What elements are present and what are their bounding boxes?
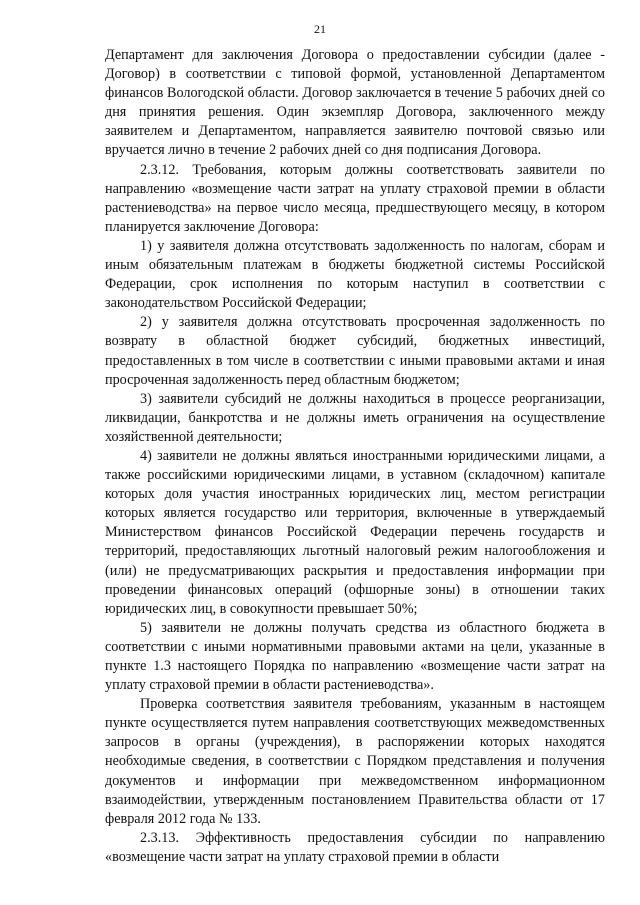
- paragraph-verification: Проверка соответствия заявителя требованиям, указанным в настоящем пункте осуществляется путем направления соответствующих межведомственных запросов в органы (учреждения), в распоряжении которых находятся необходимые сведения, в соответствии с Порядком представления и получения документов и информации при межведомственном информационном взаимодействии, утвержденным постановлением Правительства области от 17 февраля 2012 года № 133.: [105, 696, 605, 827]
- list-item-5: 5) заявители не должны получать средства из областного бюджета в соответствии с иными нормативными правовыми актами на цели, указанные в пункте 1.3 настоящего Порядка по направлению «возмещение части затрат на уплату страховой премии в области растениеводства».: [105, 619, 605, 694]
- list-item-1: 1) у заявителя должна отсутствовать задолженность по налогам, сборам и иным обязательным платежам в бюджеты бюджетной системы Российской Федерации, срок исполнения по которым наступил в соответствии с законодательством Российской Федерации;: [105, 237, 605, 312]
- paragraph-continuation: Департамент для заключения Договора о предоставлении субсидии (далее - Договор) в соответствии с типовой формой, установленной Департаментом финансов Вологодской области. Договор заключается в течение 5 рабочих дней со дня принятия решения. Один экземпляр Договора, заключенного между заявителем и Департаментом, направляется заявителю почтовой связью или вручается лично в течение 2 рабочих дней со дня подписания Договора.: [105, 47, 605, 159]
- paragraph-2-3-13: 2.3.13. Эффективность предоставления субсидии по направлению «возмещение части затрат на уплату страховой премии в области: [105, 829, 605, 865]
- document-body: [105, 46, 605, 867]
- list-item-2: 2) у заявителя должна отсутствовать просроченная задолженность по возврату в областной бюджет субсидий, бюджетных инвестиций, предоставленных в том числе в соответствии с иными правовыми актами и иная просроченная задолженность перед областным бюджетом;: [105, 314, 605, 388]
- list-item-4: 4) заявители не должны являться иностранными юридическими лицами, а также российскими юридическими лицами, в уставном (складочном) капитале которых доля участия иностранных юридических лиц, местом регистрации которых является государство или территория, включенные в утверждаемый Министерством финансов Российской Федерации перечень государств и территорий, предоставляющих льготный налоговый режим налогообложения и (или) не предусматривающих раскрытия и предоставления информации при проведении финансовых операций (офшорные зоны) в отношении таких юридических лиц, в совокупности превышает 50%;: [105, 447, 605, 617]
- list-item-3: 3) заявители субсидий не должны находиться в процессе реорганизации, ликвидации, банкротства и не должны иметь ограничения на осуществление хозяйственной деятельности;: [105, 390, 605, 445]
- paragraph-2-3-12: 2.3.12. Требования, которым должны соответствовать заявители по направлению «возмещение части затрат на уплату страховой премии в области растениеводства» на первое число месяца, предшествующего месяцу, в котором планируется заключение Договора:: [105, 161, 605, 235]
- page-number: 21: [314, 22, 326, 36]
